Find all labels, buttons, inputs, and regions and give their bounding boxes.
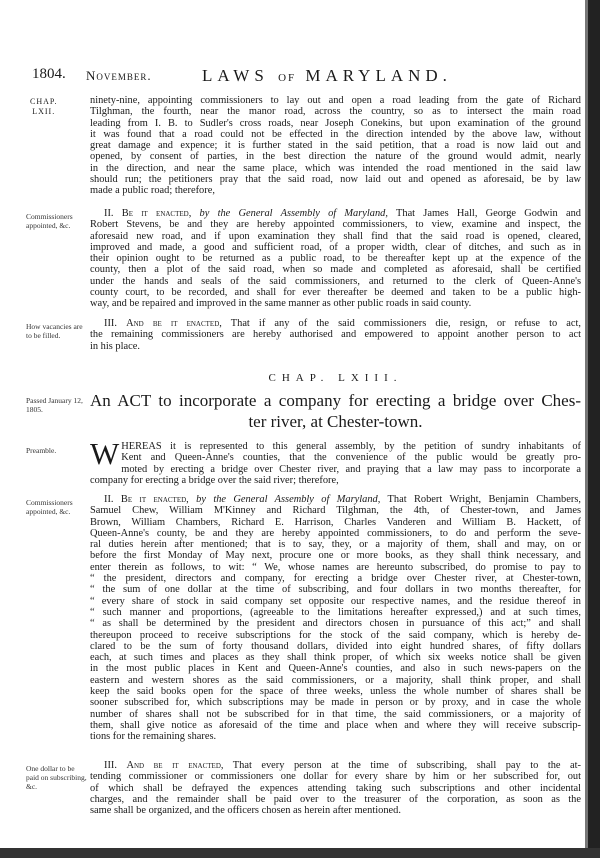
text-line: Brown, William Chambers, Richard E. Harrison, Charles Vanderen and William B. Hackett, of: [90, 516, 581, 528]
text-line: Tilghman, the fourth, near the manor road, across the country, so as to intersect the main road: [90, 106, 581, 118]
text-line: county court, to be recorded, and shall for ever thereafter be deemed and taken to be a public high-: [90, 287, 581, 299]
text-line: same shall be organized, and the officers chosen as herein after mentioned.: [90, 805, 401, 817]
text-line: “ the sum of one dollar at the time of subscribing, and four dollars in two months thereafter, for: [90, 584, 581, 596]
header-title-laws: LAWS: [202, 66, 279, 85]
text-line: aforesaid new road, and if upon examination they shall find that the said road is opened, cleared,: [90, 230, 581, 242]
section-first-line-text: That every person at the time of subscribing, shall pay to the at-: [223, 760, 582, 771]
text-line: tions for the remaining shares.: [90, 731, 217, 743]
chap62-section-2: [90, 208, 581, 310]
act-title: [90, 390, 581, 432]
text-line: thereupon proceed to receive subscriptions for the stock of the said company, which is hereby de-: [90, 629, 581, 641]
section-first-line: [90, 208, 581, 219]
header-month: November.: [86, 68, 152, 83]
enacting-authority: by the General Assembly of Maryland,: [196, 494, 381, 505]
text-line: opened, by consent of parties, in the best direction the nature of the ground would admit, nearly: [90, 151, 581, 163]
text-line: great damage and expence; it is further stated in the said petition, that a road is now laid out and: [90, 140, 581, 152]
text-line: tending commissioner or commissioners one dollar for every share by him or her subscribed for, out: [90, 771, 581, 783]
text-line: Robert Stevens, be and they are hereby appointed commissioners, to view, examine and inspect, the: [90, 219, 581, 231]
chapter-label: CHAP.: [30, 97, 58, 106]
text-line: in the direction, and near the same place, which was intended the road mentioned in the said law: [90, 162, 581, 174]
text-line: in his place.: [90, 340, 140, 352]
text-line: under the hands and seals of the said commissioners, and returned to the clerk of Queen-Anne's: [90, 275, 581, 287]
chap63-section-3: [90, 760, 581, 816]
text-line: “ the president, directors and company, for erecting a bridge over Chester river, at Chester-town,: [90, 573, 581, 585]
text-line: before the first Monday of May next, procure one or more books, as they shall think necessary, and: [90, 550, 581, 562]
text-line: the remaining commissioners are hereby authorised and empowered to appoint another person to act: [90, 329, 581, 341]
act-title-line-2: ter river, at Chester-town.: [248, 412, 423, 431]
text-line: of which shall be defrayed the expences attending taking such subscriptions and other incidental: [90, 782, 581, 794]
margin-note: One dollar to be paid on subscribing, &c.: [26, 764, 87, 791]
text-line: way, and be repaired and improved in the same manner as other public roads in said county.: [90, 298, 472, 310]
preamble: [90, 436, 581, 486]
enacting-clause: And be it enacted,: [126, 318, 222, 329]
text-line: made a public road; therefore,: [90, 185, 215, 197]
text-line: HEREAS it is represented to this general assembly, by the petition of sundry inhabitants of: [121, 441, 581, 452]
margin-note: Passed January 12, 1805.: [26, 396, 83, 414]
text-line: Samuel Chew, William M'Kinney and Richard Tilghman, the 4th, of Chester-town, and James: [90, 505, 581, 517]
chap63-section-2: [90, 494, 581, 743]
enacting-authority: by the General Assembly of Maryland,: [199, 208, 388, 219]
text-line: should run; the petitioners pray that the said road, now laid out and opened as aforesaid, be by law: [90, 174, 581, 186]
margin-note: How vacancies are to be filled.: [26, 322, 83, 340]
header-year: 1804.: [32, 66, 66, 82]
text-line: leading from I. B. to Sudler's cross roads, near Joseph Conekins, but upon examination of the ground: [90, 117, 581, 129]
text-line: eastern and western shores as the said commissioners, or a majority, shall think proper, and shall: [90, 674, 581, 686]
text-line: sooner subscribed for, which subscriptions may be made in person or by proxy, and in case the whole: [90, 697, 581, 709]
section-first-line: [90, 760, 581, 771]
header-title-of: OF: [278, 72, 297, 84]
section-number: III.: [104, 318, 127, 329]
chapter-margin-label: [30, 97, 57, 117]
scan-edge-right: [588, 0, 600, 858]
header-title-maryland: MARYLAND.: [296, 66, 452, 85]
text-line: charges, and the remainder shall be paid over to the treasurer of the corporation, as soon as the: [90, 793, 581, 805]
text-line: Kent and Queen-Anne's counties, that the convenience of the public would be greatly pro-: [121, 452, 581, 464]
text-line: improved and made, a good and sufficient road, of a proper width, clear of ditches, and such as in: [90, 241, 581, 253]
chapter-heading: CHAP. LXIII.: [268, 372, 403, 384]
margin-note: Preamble.: [26, 446, 57, 455]
text-line: “ as shall be determined by the president and directors chosen in pursuance of this act;” and shall: [90, 618, 581, 630]
text-line: it was found that a road could not be effected in the direction intended by the above law, without: [90, 128, 581, 140]
text-line: keep the said books open for the space of three weeks, unless the whole number of shares shall be: [90, 686, 581, 698]
text-line: clared to be the sum of forty thousand dollars, divided into eight hundred shares, of fifty dollars: [90, 640, 581, 652]
preamble-lines: [90, 436, 581, 486]
text-line: in the most public places in Kent and Queen-Anne's counties, and also in such news-papers on the: [90, 663, 581, 675]
enacting-clause: And be it enacted,: [126, 760, 224, 771]
margin-note: Commissioners appointed, &c.: [26, 498, 73, 516]
enacting-clause: Be it enacted,: [121, 208, 200, 219]
text-line: company for erecting a bridge over the said river; therefore,: [90, 474, 339, 486]
section-first-line-text: That Robert Wright, Benjamin Chambers,: [380, 494, 581, 505]
section-first-line-text: That if any of the said commissioners die, resign, or refuse to act,: [221, 318, 582, 329]
text-line: county, then a plot of the said road, when so made and completed as aforesaid, shall be certified: [90, 264, 581, 276]
text-line: “ every share of stock in said company set opposite our respective names, and the residue thereof in: [90, 595, 581, 607]
section-number: III.: [104, 760, 127, 771]
text-line: number of shares shall not be subscribed for in that time, the said commissioners, or a majority of: [90, 708, 581, 720]
text-line: Queen-Anne's county, be and they are hereby appointed commissioners, to do and perform the seve-: [90, 527, 581, 539]
text-line: moted by erecting a bridge over Chester river, and praying that a law may pass to incorporate a: [121, 463, 581, 475]
running-header: [32, 66, 582, 86]
text-line: ninety-nine, appointing commissioners to lay out and open a road leading from the gate of Richard: [90, 95, 581, 106]
section-first-line: [90, 318, 581, 329]
enacting-clause: Be it enacted,: [120, 494, 197, 505]
margin-note: Commissioners appointed, &c.: [26, 212, 73, 230]
act-title-line-1: An ACT to incorporate a company for erecting a bridge over Ches-: [90, 391, 581, 410]
text-line: enter therein as follows, to wit: “ We, whose names are hereunto subscribed, do promise to pay to: [90, 561, 581, 573]
section-first-line: [90, 494, 581, 505]
text-line: each, at such times and places as they shall think proper, of which six weeks notice shall be given: [90, 652, 581, 664]
section-number: II.: [104, 494, 121, 505]
scan-edge-bottom: [0, 848, 600, 858]
chapter-number: LXII.: [32, 107, 56, 116]
chap62-section-3: [90, 318, 581, 352]
header-title: [202, 66, 452, 86]
text-line: their opinion ought to be returned as a public road, to be thereafter kept up at the expence of the: [90, 253, 581, 265]
text-line: them, shall give notice as aforesaid of the time and place when and where they will receive subscrip-: [90, 719, 581, 731]
chap62-continuation: [90, 95, 581, 197]
text-line: ral duties herein after mentioned; that is to say, they, or a majority of them, shall and may, on or: [90, 539, 581, 551]
text-line: “ such manner and proportions, (agreeable to the limitations hereafter expressed,) and at such times,: [90, 606, 581, 618]
section-number: II.: [104, 208, 122, 219]
drop-cap: W: [90, 436, 120, 471]
section-first-line-text: That James Hall, George Godwin and: [387, 208, 581, 219]
